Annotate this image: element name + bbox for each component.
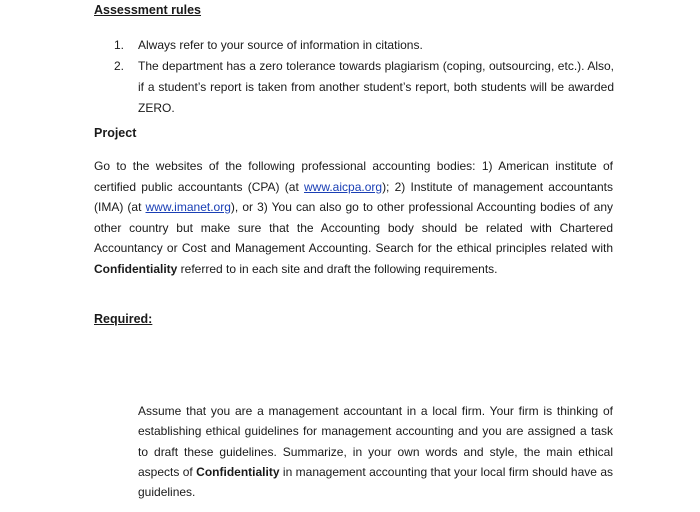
rule-number: 2. bbox=[114, 59, 125, 73]
task-text: in management accounting that your local firm should have as guidelines. bbox=[138, 464, 614, 500]
assessment-rules-list bbox=[114, 35, 614, 119]
project-text: referred to in each site and draft the following requirements. bbox=[177, 261, 498, 276]
required-task-paragraph bbox=[138, 401, 613, 502]
project-heading: Project bbox=[94, 126, 137, 140]
aicpa-link[interactable]: www.aicpa.org bbox=[304, 179, 383, 194]
project-text: ); 2) Institute of management accountants (IMA) (at bbox=[94, 179, 613, 214]
required-heading: Required: bbox=[94, 312, 153, 326]
rule-item bbox=[114, 35, 614, 56]
project-paragraph bbox=[94, 156, 613, 279]
task-text: Assume that you are a management accountant in a local firm. Your firm is thinking of establishing ethical guidelines for management accounting and you are assigned a task to draft these guidelines. Summarize, in your own words and style, the main ethical aspects of bbox=[138, 404, 613, 479]
imanet-link[interactable]: www.imanet.org bbox=[145, 200, 231, 214]
assessment-rules-heading: Assessment rules bbox=[94, 3, 202, 17]
rule-text: Always refer to your source of information in citations. bbox=[138, 38, 423, 52]
project-text: ), or 3) You can also go to other professional Accounting bodies of any other country but make sure that the Accounting body should be related with Chartered Accountancy or Cost and Management Accounting. Search for the ethical principles related with bbox=[94, 200, 613, 255]
rule-number: 1. bbox=[114, 38, 125, 52]
project-text: Go to the websites of the following professional accounting bodies: 1) American institute of certified public accountants (CPA) (at bbox=[94, 159, 613, 194]
rule-item bbox=[114, 56, 614, 119]
rule-text: The department has a zero tolerance towards plagiarism (coping, outsourcing, etc.). Also, if a student’s report is taken from another student’s report, both students will be awarded ZERO. bbox=[138, 59, 614, 115]
confidentiality-bold: Confidentiality bbox=[196, 464, 280, 479]
confidentiality-bold: Confidentiality bbox=[94, 261, 178, 276]
